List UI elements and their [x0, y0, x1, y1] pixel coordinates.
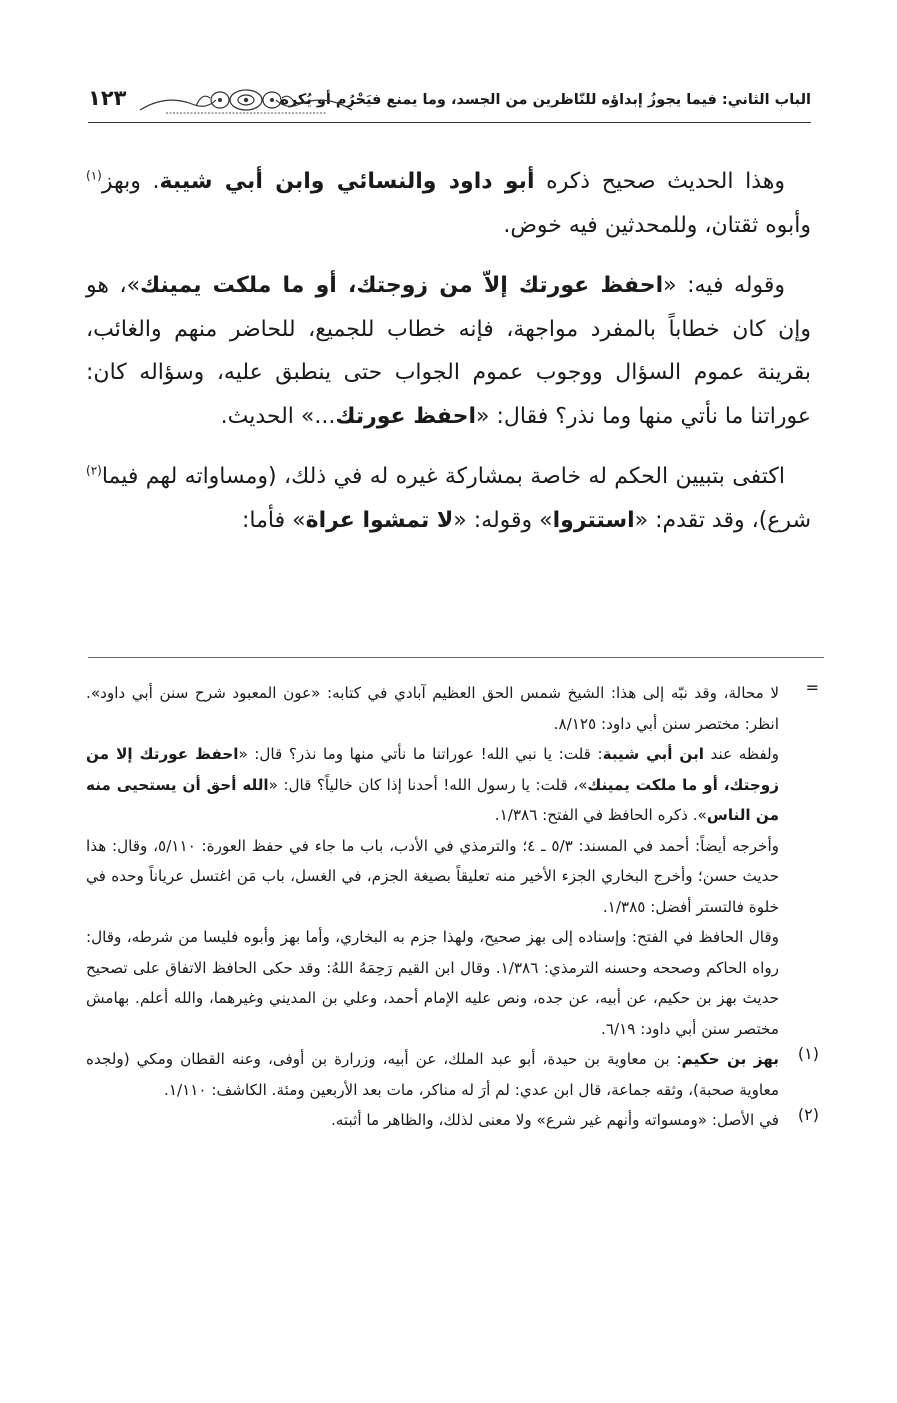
bold-run: ابن أبي شيبة	[602, 745, 705, 763]
paragraph-3	[86, 455, 811, 542]
footnote-number: (١)	[797, 1044, 819, 1063]
footnote-text: لا محالة، وقد نبّه إلى هذا: الشيخ شمس الحق العظيم آبادي في كتابه: «عون المعبود شرح سنن أبي داود». انظر: مختصر سنن أبي داود: ٨/١٢٥.	[86, 684, 779, 733]
bold-run: بهز بن حكيم	[681, 1050, 779, 1068]
ornament-icon	[136, 86, 356, 116]
text-run: ...» الحديث.	[220, 403, 336, 429]
paragraph-2	[86, 264, 811, 438]
footnote-2	[86, 1105, 819, 1136]
text-run: اكتفى بتبيين الحكم له خاصة بمشاركة غيره له في ذلك، (ومساواته لهم فيما	[101, 464, 785, 489]
footnote-continuation	[86, 678, 819, 1044]
page-number: ١٢٣	[88, 86, 127, 110]
text-run: » وقوله: «	[453, 507, 553, 533]
continuation-mark: =	[805, 678, 819, 697]
text-run: وقوله فيه: «	[663, 273, 785, 298]
footnotes	[86, 678, 819, 1136]
footnote-number: (٢)	[797, 1105, 819, 1124]
bold-run: احفظ عورتك	[335, 403, 477, 429]
text-run: : قلت: يا نبي الله! عوراتنا ما نأتي منها وما نذر؟ قال: «	[238, 745, 603, 763]
footnote-1	[86, 1044, 819, 1105]
text-run: » فأما:	[242, 507, 306, 533]
text-run: شرع)، وقد تقدم: «	[634, 507, 811, 533]
footnote-ref-2[interactable]: (٢)	[86, 463, 102, 478]
text-run: وهذا الحديث صحيح ذكره	[534, 169, 786, 194]
footnote-text	[86, 1044, 779, 1105]
footnote-separator	[88, 657, 824, 658]
bold-run: احفظ عورتك إلاّ من زوجتك، أو ما ملكت يمينك	[140, 273, 664, 298]
bold-run: استتروا	[552, 507, 635, 533]
header-rule	[88, 122, 811, 123]
footnote-text	[86, 739, 779, 831]
chapter-title: الباب الثاني: فيما يجوزُ إبداؤه للنّاظرين من الجسد، وما يمنع فيَحْرُم أو يُكره	[280, 92, 811, 108]
text-run: وأبوه ثقتان، وللمحدثين فيه خوض.	[503, 212, 811, 238]
footnote-text: وأخرجه أيضاً: أحمد في المسند: ٥/٣ ـ ٤؛ والترمذي في الأدب، باب ما جاء في حفظ العورة: ٥/١١٠، وقال: هذا حديث حسن؛ وأخرج البخاري الجزء الأخير منه تعليقاً بصيغة الجزم، في الغسل، باب مَن اغتسل عرياناً وحده في خلوة فالتستر أفضل: ١/٣٨٥.	[86, 836, 779, 916]
footnote-text: وقال الحافظ في الفتح: وإسناده إلى بهز صحيح، ولهذا جزم به البخاري، وأما بهز وأبوه فليسا من شرطه، وقال: رواه الحاكم وصححه وحسنه الترمذي: ١/٣٨٦. وقال ابن القيم رَحِمَهُ اللهُ: وقد حكى الحافظ الاتفاق على تصحيح حديث بهز بن حكيم، عن أبيه، عن جده، ونص عليه الإمام أحمد، وعلي بن المديني وغيرهما، والله أعلم. بهامش مختصر سنن أبي داود: ٦/١٩.	[86, 928, 779, 1038]
text-run: ». ذكره الحافظ في الفتح: ١/٣٨٦.	[494, 806, 707, 824]
text-run: ولفظه عند	[704, 745, 779, 763]
bold-run: احفظ عورتك إلا من زوجتك، أو ما ملكت يمينك	[86, 745, 779, 794]
text-run: . وبهز	[101, 169, 160, 194]
text-run: »، قلت: يا رسول الله! أحدنا إذا كان خالياً؟ قال: «	[268, 775, 588, 794]
footnote-ref-1[interactable]: (١)	[86, 168, 102, 183]
text-run: : بن معاوية بن حيدة، أبو عبد الملك، عن أبيه، وزرارة بن أوفى، وعنه القطان ومكي (ولجده معاوية صحبة)، وثقه جماعة، قال ابن عدي: لم أرَ له مناكر، مات بعد الأربعين ومئة. الكاشف: ١/١١٠.	[86, 1050, 779, 1099]
running-header	[88, 84, 811, 124]
text-run: »، هو وإن كان خطاباً بالمفرد مواجهة، فإنه خطاب للجميع، للحاضر منهم والغائب، بقرينة عموم السؤال ووجوب عموم الجواب حتى ينطبق عليه، وسؤاله كان: عوراتنا ما نأتي منها وما نذر؟ فقال: «	[86, 273, 811, 429]
paragraph-1	[86, 160, 811, 247]
main-text	[86, 160, 811, 542]
bold-run: الله أحق أن يستحيى منه من الناس	[86, 775, 779, 824]
bold-run: أبو داود والنسائي وابن أبي شيبة	[159, 169, 535, 194]
footnote-text: في الأصل: «ومسواته وأنهم غير شرع» ولا معنى لذلك، والظاهر ما أثبته.	[330, 1111, 779, 1129]
bold-run: لا تمشوا عراة	[305, 507, 454, 533]
